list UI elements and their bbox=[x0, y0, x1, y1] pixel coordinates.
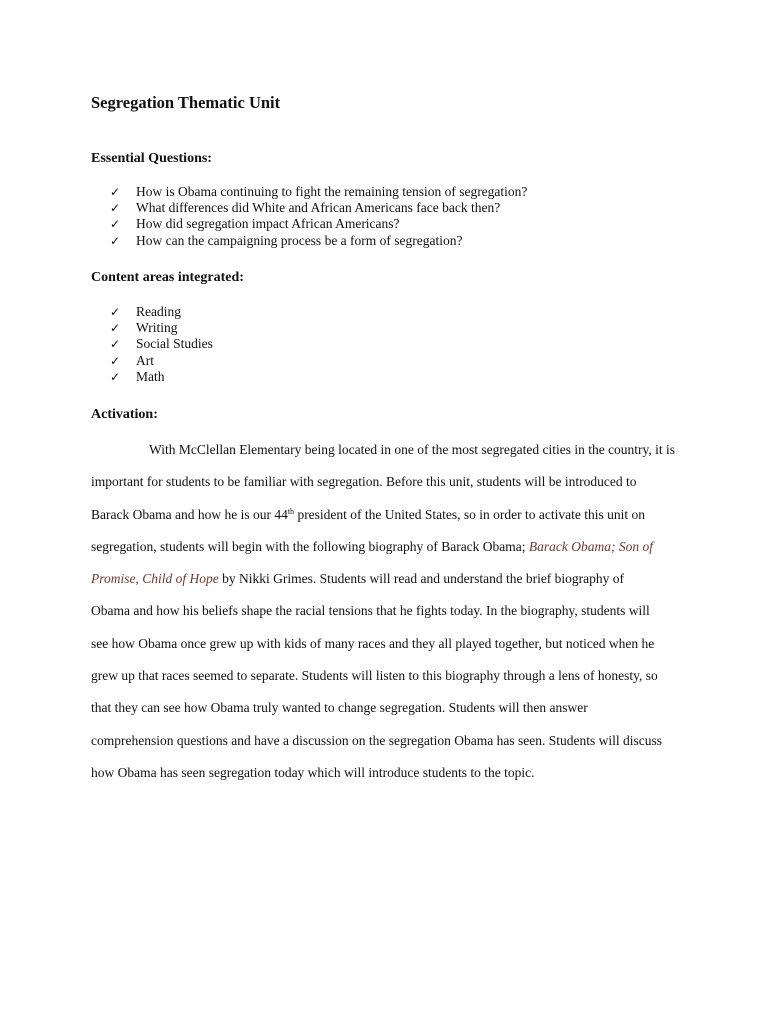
checkmark-icon: ✓ bbox=[110, 305, 121, 319]
content-areas-list bbox=[110, 304, 213, 385]
content-area-text: Reading bbox=[136, 304, 181, 319]
paragraph-line: important for students to be familiar with segregation. Before this unit, students will be introduced to bbox=[91, 474, 637, 490]
content-area-text: Art bbox=[136, 352, 154, 368]
essential-question-text: What differences did White and African Americans face back then? bbox=[136, 200, 501, 216]
paragraph-line: With McClellan Elementary being located in one of the most segregated cities in the country, it is bbox=[149, 442, 676, 457]
checkmark-icon: ✓ bbox=[110, 233, 121, 248]
ordinal-suffix: th bbox=[287, 506, 295, 516]
content-area-item bbox=[110, 336, 213, 352]
paragraph-line: comprehension questions and have a discussion on the segregation Obama has seen. Students will discuss bbox=[91, 732, 663, 748]
checkmark-icon: ✓ bbox=[110, 185, 121, 199]
essential-question-item bbox=[110, 216, 527, 232]
content-area-item bbox=[110, 320, 213, 336]
essential-questions-heading: Essential Questions: bbox=[91, 151, 212, 166]
paragraph-line: Obama and how his beliefs shape the racial tensions that he fights today. In the biography, students will bbox=[91, 603, 650, 619]
essential-question-text: How is Obama continuing to fight the remaining tension of segregation? bbox=[136, 184, 528, 199]
paragraph-line: see how Obama once grew up with kids of many races and they all played together, but noticed when he bbox=[91, 635, 655, 651]
paragraph-text: Barack Obama and how he is our 44 bbox=[91, 506, 288, 522]
content-area-text: Math bbox=[136, 368, 165, 384]
paragraph-line bbox=[91, 570, 681, 602]
paragraph-line: that they can see how Obama truly wanted to change segregation. Students will then answer bbox=[91, 700, 588, 716]
paragraph-text: segregation, students will begin with the following biography of Barack Obama; bbox=[91, 538, 529, 554]
book-title: Barack Obama; Son of bbox=[528, 538, 654, 554]
checkmark-icon: ✓ bbox=[110, 321, 121, 336]
content-areas-heading: Content areas integrated: bbox=[91, 270, 244, 285]
checkmark-icon: ✓ bbox=[110, 201, 121, 216]
paragraph-line bbox=[91, 506, 681, 538]
document-title: Segregation Thematic Unit bbox=[91, 93, 281, 112]
checkmark-icon: ✓ bbox=[110, 369, 121, 384]
paragraph-line: how Obama has seen segregation today which will introduce students to the topic. bbox=[91, 764, 535, 780]
checkmark-icon: ✓ bbox=[110, 217, 121, 232]
paragraph-line bbox=[91, 538, 681, 570]
paragraph-line: grew up that races seemed to separate. Students will listen to this biography through a lens of honesty, so bbox=[91, 668, 658, 684]
content-area-item bbox=[110, 353, 213, 369]
checkmark-icon: ✓ bbox=[110, 353, 121, 368]
activation-paragraph bbox=[91, 441, 681, 796]
activation-heading: Activation: bbox=[91, 407, 158, 422]
essential-question-item bbox=[110, 233, 527, 249]
essential-questions-list bbox=[110, 184, 527, 249]
content-area-text: Social Studies bbox=[136, 336, 213, 352]
essential-question-item bbox=[110, 184, 527, 200]
essential-question-item bbox=[110, 200, 527, 216]
content-area-item bbox=[110, 369, 213, 385]
book-title: Promise, Child of Hope bbox=[91, 571, 219, 587]
content-area-text: Writing bbox=[136, 320, 178, 336]
essential-question-text: How did segregation impact African Americans? bbox=[136, 216, 400, 232]
content-area-item bbox=[110, 304, 213, 320]
essential-question-text: How can the campaigning process be a form of segregation? bbox=[136, 232, 463, 248]
paragraph-text: president of the United States, so in order to activate this unit on bbox=[294, 506, 645, 522]
checkmark-icon: ✓ bbox=[110, 337, 121, 352]
paragraph-text: by Nikki Grimes. Students will read and understand the brief biography of bbox=[218, 571, 625, 587]
